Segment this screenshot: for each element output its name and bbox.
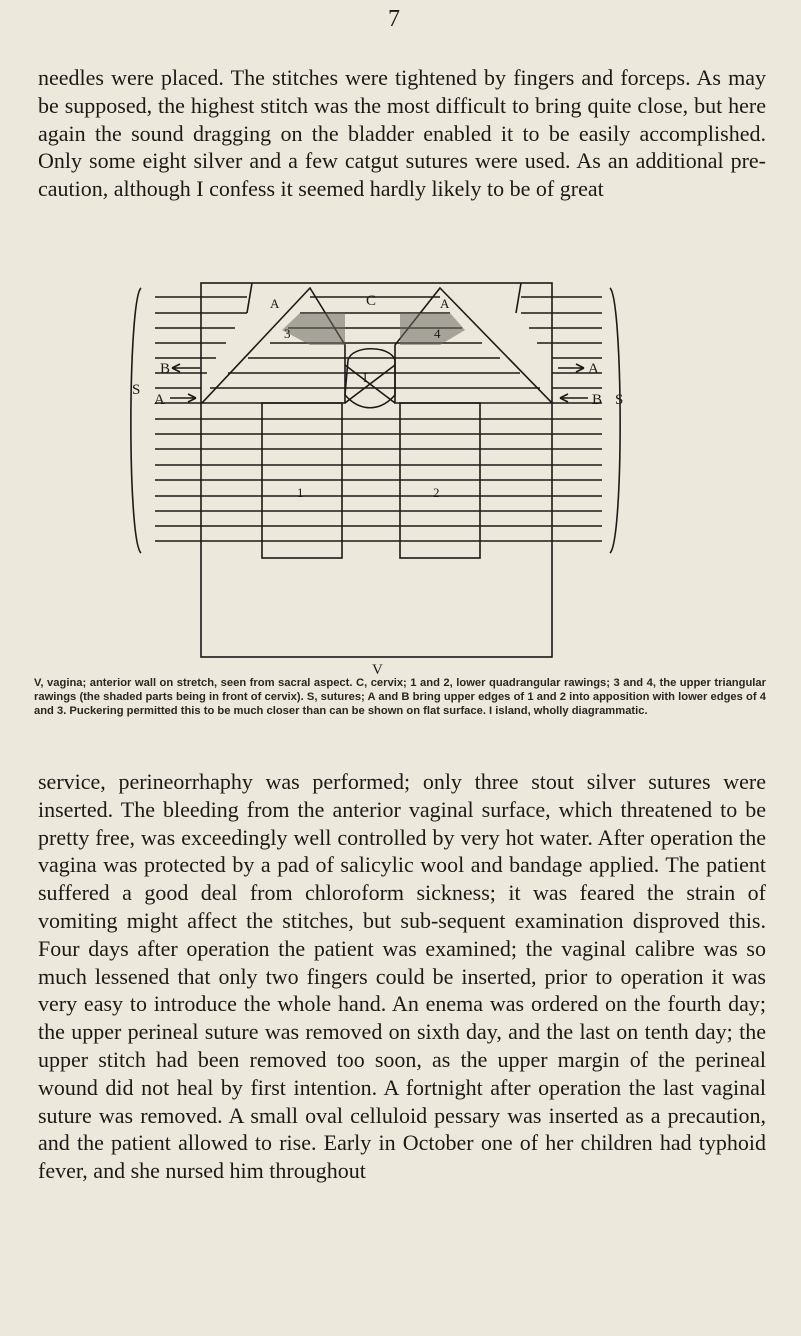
label-rawing-4: 4 bbox=[434, 326, 441, 341]
label-rawing-1: 1 bbox=[297, 485, 304, 500]
label-cervix: C bbox=[366, 293, 377, 309]
label-b-right: B bbox=[592, 392, 603, 408]
arrow-b-left bbox=[172, 364, 200, 372]
paragraph-top: needles were placed. The stitches were tightened by fingers and forceps. As may be supposed, the highest stitch was the most difficult to bring quite close, but here again the sound dragging on the bladder enabled it to be easily accomplished. Only some eight silver and a few catgut sutures were used. As an additional pre-caution, although I confess it seemed hardly likely to be of great bbox=[38, 65, 766, 202]
shaded-right bbox=[400, 313, 465, 345]
label-sutures-left: S bbox=[132, 382, 141, 398]
label-b-left: B bbox=[160, 361, 171, 377]
label-a-right: A bbox=[588, 361, 599, 377]
paragraph-bottom: service, perineorrhaphy was performed; only three stout silver sutures were inserted. The bleeding from the anterior vaginal surface, which threatened to be pretty free, was exceedingly well controlled by very hot water. After operation the vagina was protected by a pad of salicylic wool and bandage applied. The patient suffered a good deal from chloroform sickness; it was feared the strain of vomiting might affect the stitches, but sub-sequent examination disproved this. Four days after operation the patient was examined; the vaginal calibre was so much lessened that only two fingers could be inserted, prior to operation it was very easy to introduce the whole hand. An enema was ordered on the fourth day; the upper perineal suture was removed on sixth day, and the last on tenth day; the upper stitch had been removed too soon, as the upper margin of the perineal wound did not heal by first intention. A fortnight after operation the last vaginal suture was removed. A small oval celluloid pessary was inserted as a precaution, and the patient allowed to rise. Early in October one of her children had typhoid fever, and she nursed him throughout bbox=[38, 769, 766, 1184]
shaded-left bbox=[282, 313, 345, 345]
rawing-4-outline bbox=[395, 288, 552, 403]
arrow-a-left bbox=[170, 394, 196, 402]
left-bracket bbox=[131, 288, 141, 553]
arrow-b-right bbox=[560, 394, 588, 402]
label-vagina: V bbox=[372, 662, 383, 678]
right-bracket bbox=[610, 288, 620, 553]
label-upper-right-a: A bbox=[440, 296, 450, 311]
label-a-left: A bbox=[154, 392, 165, 408]
label-rawing-3: 3 bbox=[284, 326, 291, 341]
figure-caption: V, vagina; anterior wall on stretch, seen from sacral aspect. C, cervix; 1 and 2, lower quadrangular rawings; 3 and 4, the upper triangular rawings (the shaded parts being in front of cervix). S, sutures; A and B bring upper edges of 1 and 2 into apposition with lower edges of 4 and 3. Puckering permitted this to be much closer than can be shown on flat surface. I island, wholly diagrammatic. bbox=[34, 677, 766, 718]
label-upper-left-a: A bbox=[270, 296, 280, 311]
label-sutures-right: S bbox=[615, 392, 624, 408]
cervix-outline bbox=[247, 283, 521, 313]
label-rawing-2: 2 bbox=[433, 485, 440, 500]
vagina-outline bbox=[201, 283, 552, 657]
label-island: I bbox=[363, 370, 368, 385]
page-number: 7 bbox=[388, 6, 400, 32]
arrow-a-right bbox=[558, 364, 584, 372]
